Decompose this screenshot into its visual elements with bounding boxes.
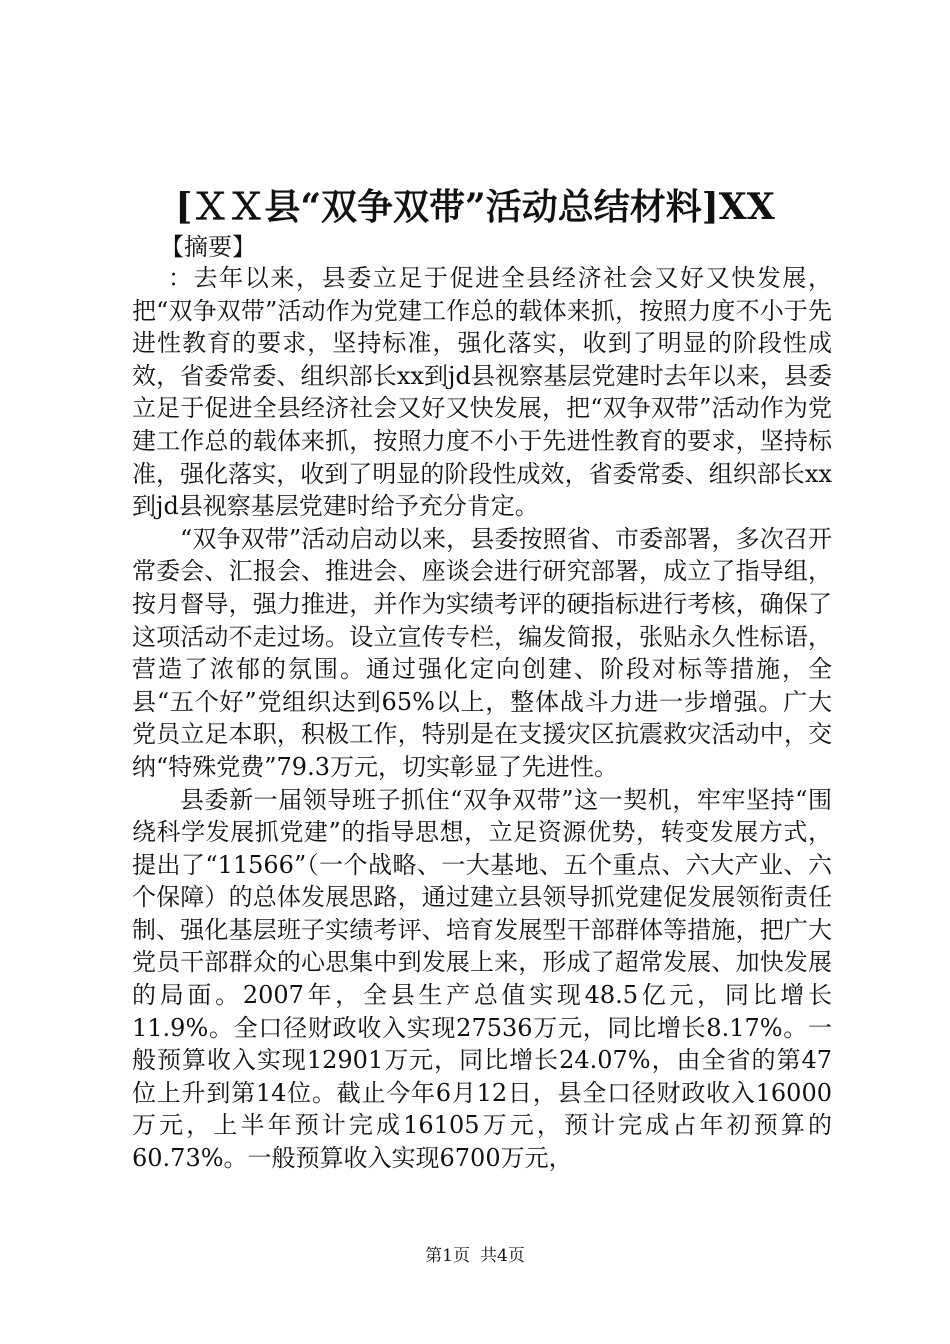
document-title: [ＸＸ县“双争双带”活动总结材料]XX [175,186,775,228]
paragraph: “双争双带”活动启动以来，县委按照省、市委部署，多次召开常委会、汇报会、推进会、座谈会进行研究部署，成立了指导组，按月督导，强力推进，并作为实绩考评的硬指标进行考核，确保了这项活动不走过场。设立宣传专栏，编发简报，张贴永久性标语，营造了浓郁的氛围。通过强化定向创建、阶段对标等措施，全县“五个好”党组织达到65%以上，整体战斗力进一步增强。广大党员立足本职，积极工作，特别是在支援灾区抗震救灾活动中，交纳“特殊党费”79.3万元，切实彰显了先进性。 [132,524,832,781]
page-number: 第1页 [425,1246,470,1266]
paragraph: 县委新一届领导班子抓住“双争双带”这一契机，牢牢坚持“围绕科学发展抓党建”的指导思想，立足资源优势，转变发展方式，提出了“11566”（一个战略、一大基地、五个重点、六大产业、六个保障）的总体发展思路，通过建立县领导抓党建促发展领衔责任制、强化基层班子实绩考评、培育发展型干部群体等措施，把广大党员干部群众的心思集中到发展上来，形成了超常发展、加快发展的局面。2007年，全县生产总值实现48.5亿元，同比增长11.9%。全口径财政收入实现27536万元，同比增长8.17%。一般预算收入实现12901万元，同比增长24.07%，由全省的第47位上升到第14位。截止今年6月12日，县全口径财政收入16000万元，上半年预计完成16105万元，预计完成占年初预算的60.73%。一般预算收入实现6700万元， [132,785,832,1173]
page-total: 共4页 [480,1246,525,1266]
paragraph: ：去年以来，县委立足于促进全县经济社会又好又快发展，把“双争双带”活动作为党建工作总的载体来抓，按照力度不小于先进性教育的要求，坚持标准，强化落实，收到了明显的阶段性成效，省委常委、组织部长xx到jd县视察基层党建时去年以来，县委立足于促进全县经济社会又好又快发展，把“双争双带”活动作为党建工作总的载体来抓，按照力度不小于先进性教育的要求，坚持标准，强化落实，收到了明显的阶段性成效，省委常委、组织部长xx到jd县视察基层党建时给予充分肯定。 [132,264,832,521]
page-footer [0,1244,950,1268]
document-body [132,262,832,1175]
abstract-label: 【摘要】 [160,233,256,261]
